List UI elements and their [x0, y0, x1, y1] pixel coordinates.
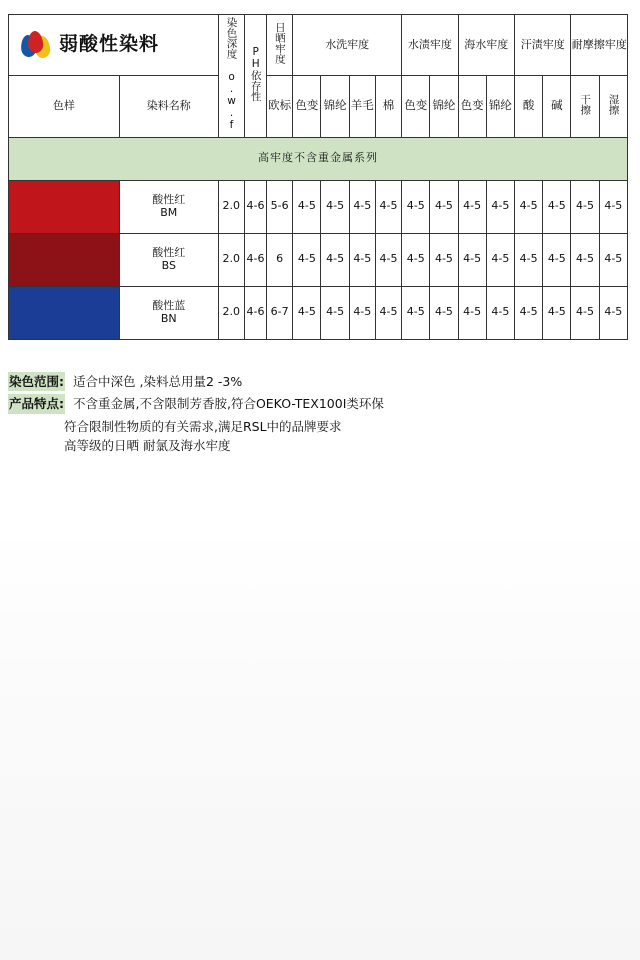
cell-ph: 4-6	[244, 286, 266, 339]
cell-water-color: 4-5	[402, 233, 430, 286]
brand-title: 弱酸性染料	[59, 33, 160, 56]
dye-spec-sheet	[8, 14, 628, 340]
subcol-wash-cotton-header: 棉	[375, 76, 401, 138]
cell-water-nylon: 4-5	[430, 286, 458, 339]
subcol-rub-dry-header: 干擦	[571, 76, 599, 138]
cell-light: 5-6	[267, 180, 293, 233]
dye-name: 酸性红 BM	[119, 180, 218, 233]
cell-rub-dry: 4-5	[571, 180, 599, 233]
note-dyeing-range	[8, 372, 632, 391]
subcol-sea-nylon-header: 锦纶	[486, 76, 514, 138]
cell-water-nylon: 4-5	[430, 233, 458, 286]
cell-wash-color: 4-5	[293, 286, 321, 339]
table-row	[9, 233, 628, 286]
color-swatch	[9, 233, 120, 286]
cell-depth: 2.0	[218, 233, 244, 286]
cell-sweat-alkali: 4-5	[543, 233, 571, 286]
series-title: 高牢度不含重金属系列	[9, 137, 628, 180]
cell-sea-nylon: 4-5	[486, 233, 514, 286]
cell-sea-nylon: 4-5	[486, 180, 514, 233]
col-wash-header: 水洗牢度	[293, 15, 402, 76]
cell-wash-nylon: 4-5	[321, 233, 349, 286]
cell-rub-dry: 4-5	[571, 233, 599, 286]
cell-wash-nylon: 4-5	[321, 180, 349, 233]
cell-water-nylon: 4-5	[430, 180, 458, 233]
cell-light: 6-7	[267, 286, 293, 339]
note-features	[8, 394, 632, 413]
cell-sea-color: 4-5	[458, 286, 486, 339]
col-light-header: 日晒牢度	[267, 15, 293, 76]
table-row	[9, 286, 628, 339]
cell-rub-dry: 4-5	[571, 286, 599, 339]
cell-depth: 2.0	[218, 180, 244, 233]
notes-section	[8, 372, 632, 456]
cell-sea-nylon: 4-5	[486, 286, 514, 339]
subcol-sweat-alkali-header: 碱	[543, 76, 571, 138]
table-sub-header-row	[9, 76, 628, 138]
cell-wash-wool: 4-5	[349, 180, 375, 233]
cell-water-color: 4-5	[402, 180, 430, 233]
cell-wash-color: 4-5	[293, 180, 321, 233]
note-feature-line3: 高等级的日晒 耐氯及海水牢度	[64, 438, 231, 454]
cell-wash-nylon: 4-5	[321, 286, 349, 339]
subcol-sea-color-header: 色变	[458, 76, 486, 138]
subcol-sweat-acid-header: 酸	[514, 76, 542, 138]
series-banner-row	[9, 137, 628, 180]
col-sweat-header: 汗渍牢度	[514, 15, 570, 76]
three-droplets-icon	[21, 29, 51, 61]
cell-sweat-alkali: 4-5	[543, 286, 571, 339]
subcol-wash-wool-header: 羊毛	[349, 76, 375, 138]
cell-water-color: 4-5	[402, 286, 430, 339]
subcol-wash-nylon-header: 锦纶	[321, 76, 349, 138]
col-water-header: 水渍牢度	[402, 15, 458, 76]
cell-ph: 4-6	[244, 233, 266, 286]
note-range-label: 染色范围:	[8, 372, 65, 391]
col-rub-header: 耐摩擦牢度	[571, 15, 628, 76]
cell-sweat-acid: 4-5	[514, 286, 542, 339]
dye-fastness-table	[8, 14, 628, 340]
cell-wash-cotton: 4-5	[375, 180, 401, 233]
subcol-water-color-header: 色变	[402, 76, 430, 138]
note-feature-line1: 不含重金属,不含限制芳香胺,符合OEKO-TEX100I类环保	[73, 396, 384, 412]
table-group-header-row	[9, 15, 628, 76]
note-feature-label: 产品特点:	[8, 394, 65, 413]
cell-depth: 2.0	[218, 286, 244, 339]
table-row	[9, 180, 628, 233]
subcol-name-header: 染料名称	[119, 76, 218, 138]
cell-light: 6	[267, 233, 293, 286]
dye-name: 酸性红 BS	[119, 233, 218, 286]
cell-rub-wet: 4-5	[599, 233, 627, 286]
cell-sea-color: 4-5	[458, 233, 486, 286]
subcol-swatch-header: 色样	[9, 76, 120, 138]
cell-wash-cotton: 4-5	[375, 286, 401, 339]
subcol-wash-color-header: 色变	[293, 76, 321, 138]
subcol-rub-wet-header: 湿擦	[599, 76, 627, 138]
brand-cell	[9, 15, 219, 76]
cell-rub-wet: 4-5	[599, 286, 627, 339]
cell-sea-color: 4-5	[458, 180, 486, 233]
cell-sweat-acid: 4-5	[514, 233, 542, 286]
col-ph-header: PH依存性	[244, 15, 266, 138]
cell-sweat-alkali: 4-5	[543, 180, 571, 233]
cell-wash-wool: 4-5	[349, 233, 375, 286]
note-feature-line2: 符合限制性物质的有关需求,满足RSL中的品牌要求	[64, 418, 342, 434]
dye-name: 酸性蓝 BN	[119, 286, 218, 339]
subcol-water-nylon-header: 锦纶	[430, 76, 458, 138]
cell-ph: 4-6	[244, 180, 266, 233]
col-depth-header: 染色深度 o.w.f	[218, 15, 244, 138]
cell-sweat-acid: 4-5	[514, 180, 542, 233]
cell-wash-cotton: 4-5	[375, 233, 401, 286]
cell-wash-color: 4-5	[293, 233, 321, 286]
color-swatch	[9, 286, 120, 339]
cell-wash-wool: 4-5	[349, 286, 375, 339]
col-seawater-header: 海水牢度	[458, 15, 514, 76]
cell-rub-wet: 4-5	[599, 180, 627, 233]
subcol-light-euro-header: 欧标	[267, 76, 293, 138]
color-swatch	[9, 180, 120, 233]
note-range-text: 适合中深色 ,染料总用量2 -3%	[73, 374, 243, 389]
